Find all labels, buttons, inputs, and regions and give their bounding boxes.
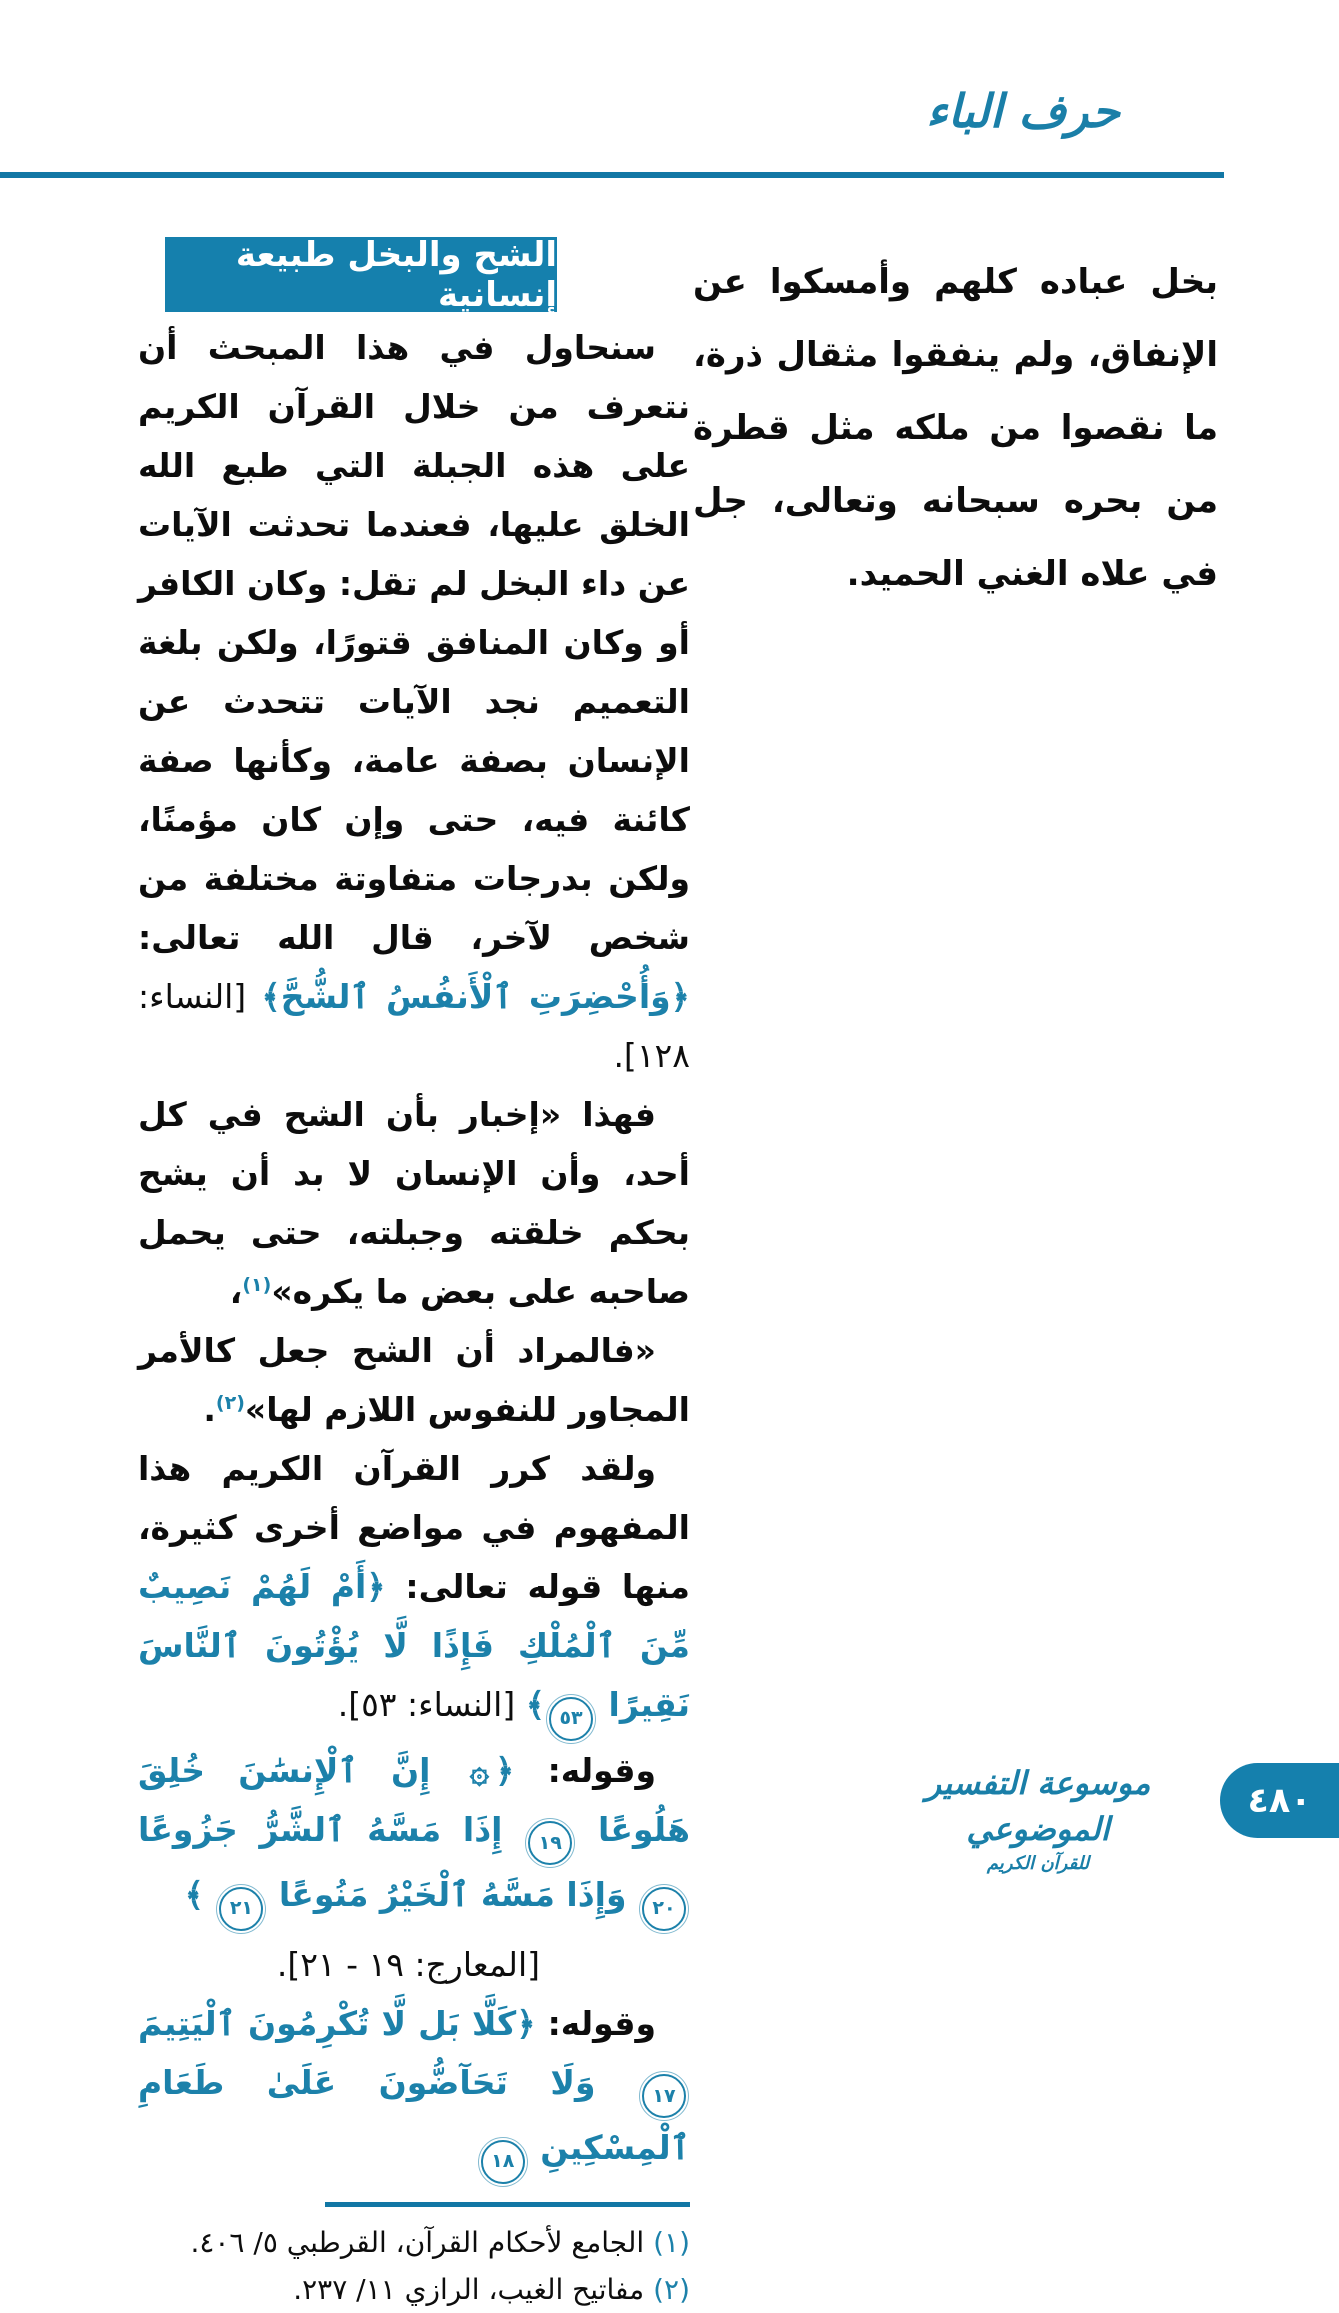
continuation-paragraph: بخل عباده كلهم وأمسكوا عن الإنفاق، ولم ينفقوا مثقال ذرة، ما نقصوا من ملكه مثل قطرة من بحره سبحانه وتعالى، جل في علاه الغني الحميد. [693,262,1218,594]
paragraph-2 [138,1085,690,1321]
ayah-number-19-badge: ١٩ [528,1821,572,1865]
quran-maarij-seg1: إِنَّ ٱلْإِنسَٰنَ خُلِقَ هَلُوعًا [138,1750,690,1849]
footnote-ref-1: (١) [242,1274,272,1296]
footnote-1 [138,2219,690,2266]
quran-fajr-seg2: وَلَا تَحَآضُّونَ عَلَىٰ طَعَامِ ٱلْمِسْكِينِ [138,2062,690,2167]
footnote-2 [138,2266,690,2313]
quran-verse-nisa-128: ﴿وَأُحْضِرَتِ ٱلْأَنفُسُ ٱلشُّحَّ﴾ [261,977,690,1016]
chapter-heading: حرف الباء [926,84,1120,138]
verse-reference-nisa-128: [النساء: ١٢٨]. [138,977,690,1075]
paragraph-3-tail: . [203,1390,216,1429]
footnote-divider [325,2202,690,2207]
paragraph-1 [138,318,690,1085]
quran-close-bracket: ﴾ [184,1875,216,1914]
quran-close-bracket: ﴾ [525,1685,546,1724]
rub-el-hizb-ornament: ۞ [469,1750,490,1790]
paragraph-3-text: «فالمراد أن الشح جعل كالأمر المجاور للنفوس اللازم لها» [138,1331,690,1429]
footnote-2-marker: (٢) [644,2272,690,2306]
ayah-number-20-badge: ٢٠ [642,1887,686,1931]
paragraph-2-text: فهذا «إخبار بأن الشح في كل أحد، وأن الإنسان لا بد أن يشح بحكم خلقته وجبلته، حتى يحمل صاحبه على بعض ما يكره» [138,1095,690,1311]
ayah-number-21-badge: ٢١ [219,1887,263,1931]
page-number-badge [1220,1763,1339,1838]
quran-verse-nisa-53-text: ﴿أَمْ لَهُمْ نَصِيبٌ مِّنَ ٱلْمُلْكِ فَإِذًا لَّا يُؤْتُونَ ٱلنَّاسَ نَقِيرًا [138,1567,690,1724]
publisher-logo-subtitle: للقرآن الكريم [986,1852,1090,1874]
section-title-banner [165,234,557,315]
footnote-2-text: مفاتيح الغيب، الرازي ١١/ ٢٣٧. [293,2272,645,2306]
quran-open-bracket: ﴿ [495,1750,515,1790]
paragraph-3 [138,1321,690,1439]
publisher-logo [911,1760,1165,1874]
section-title: الشح والبخل طبيعة إنسانية [235,234,557,315]
footnote-1-text: الجامع لأحكام القرآن، القرطبي ٥/ ٤٠٦. [190,2225,645,2259]
paragraph-6-intro: وقوله: [535,2003,656,2043]
ayah-number-18-badge: ١٨ [481,2140,525,2184]
main-column [138,234,690,2313]
quran-open-bracket: ﴿ [516,2003,536,2043]
continuation-column [693,246,1218,611]
ayah-number-53-badge: ٥٣ [549,1697,593,1741]
paragraph-6 [138,1994,690,2184]
verse-reference-maarij: [المعارج: ١٩ - ٢١]. [276,1944,540,1984]
paragraph-1-text: سنحاول في هذا المبحث أن نتعرف من خلال القرآن الكريم على هذه الجبلة التي طبع الله الخلق عليها، فعندما تحدثت الآيات عن داء البخل لم تقل: وكان الكافر أو وكان المنافق قتورًا، ولكن بلغة التعميم نجد الآيات تتحدث عن الإنسان بصفة عامة، وكأنها صفة كائنة فيه، حتى وإن كان مؤمنًا، ولكن بدرجات متفاوتة مختلفة من شخص لآخر، قال الله تعالى: [138,328,690,957]
publisher-logo-title: موسوعة التفسير الموضوعي [925,1764,1151,1849]
page-number: ٤٨٠ [1247,1780,1312,1821]
paragraph-4 [138,1439,690,1741]
paragraph-2-tail: ، [229,1272,243,1311]
quran-maarij-seg2: إِذَا مَسَّهُ ٱلشَّرُّ جَزُوعًا [138,1809,525,1849]
footnote-1-marker: (١) [644,2225,690,2259]
footnote-ref-2: (٢) [215,1392,245,1414]
header-divider [0,172,1224,178]
ayah-number-17-badge: ١٧ [642,2074,686,2118]
paragraph-4-text: ولقد كرر القرآن الكريم هذا المفهوم في مواضع أخرى كثيرة، منها قوله تعالى: [138,1449,690,1606]
verse-reference-nisa-53: [النساء: ٥٣]. [337,1685,526,1724]
quran-fajr-seg1: كَلَّا بَل لَّا تُكْرِمُونَ ٱلْيَتِيمَ [138,2003,517,2043]
paragraph-5 [138,1741,690,1994]
paragraph-5-intro: وقوله: [514,1750,656,1790]
quran-maarij-seg3: وَإِذَا مَسَّهُ ٱلْخَيْرُ مَنُوعًا [267,1875,638,1914]
